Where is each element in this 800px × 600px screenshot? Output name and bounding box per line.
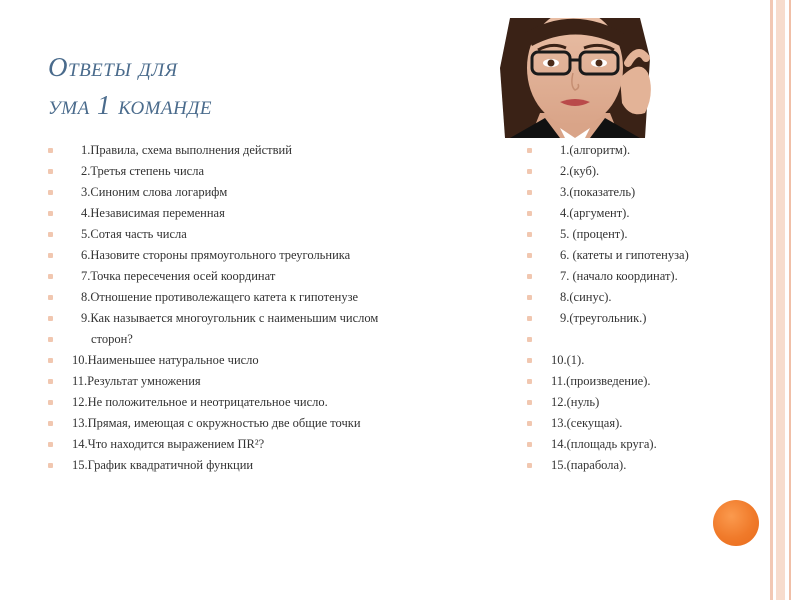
list-item <box>48 182 488 203</box>
list-item <box>527 266 767 287</box>
list-item <box>527 455 767 476</box>
question-text: 14.Что находится выражением ПR²? <box>72 437 265 451</box>
bullet-icon <box>527 190 532 195</box>
bullet-icon <box>527 379 532 384</box>
bullet-icon <box>48 232 53 237</box>
answer-text: 5. (процент). <box>560 227 628 241</box>
bullet-icon <box>527 253 532 258</box>
list-item <box>48 413 488 434</box>
list-item <box>527 224 767 245</box>
list-item <box>48 245 488 266</box>
bullet-icon <box>48 169 53 174</box>
answer-text: 12.(нуль) <box>551 395 600 409</box>
list-item <box>48 266 488 287</box>
answer-text: 11.(произведение). <box>551 374 651 388</box>
bullet-icon <box>527 442 532 447</box>
slide-title-line-2: ума 1 команде <box>48 90 213 120</box>
question-text: 15.График квадратичной функции <box>72 458 254 472</box>
list-item <box>527 371 767 392</box>
bullet-icon <box>48 358 53 363</box>
question-text: 1.Правила, схема выполнения действий <box>81 143 292 157</box>
list-item <box>48 287 488 308</box>
bullet-icon <box>48 148 53 153</box>
list-item <box>48 329 488 350</box>
list-item <box>527 161 767 182</box>
bullet-icon <box>527 400 532 405</box>
bullet-icon <box>527 337 532 342</box>
bullet-icon <box>527 169 532 174</box>
list-item <box>48 350 488 371</box>
question-text: 9.Как называется многоугольник с наименьшим числом <box>81 311 379 325</box>
answer-text: 7. (начало координат). <box>560 269 678 283</box>
answer-text: 1.(алгоритм). <box>560 143 631 157</box>
bullet-icon <box>527 148 532 153</box>
bullet-icon <box>48 337 53 342</box>
list-item <box>527 413 767 434</box>
bullet-icon <box>48 190 53 195</box>
questions-list <box>48 140 488 476</box>
bullet-icon <box>48 379 53 384</box>
bullet-icon <box>527 232 532 237</box>
question-text: 12.Не положительное и неотрицательное число. <box>72 395 328 409</box>
bullet-icon <box>527 295 532 300</box>
question-text: 3.Синоним слова логарифм <box>81 185 228 199</box>
list-item <box>527 329 767 350</box>
list-item <box>48 371 488 392</box>
photo-illustration <box>470 18 680 138</box>
question-text: 6.Назовите стороны прямоугольного треугольника <box>81 248 351 262</box>
list-item <box>527 434 767 455</box>
slide-title <box>48 48 212 124</box>
answer-text: 13.(секущая). <box>551 416 623 430</box>
list-item <box>527 287 767 308</box>
bullet-icon <box>48 400 53 405</box>
question-text: сторон? <box>91 332 133 346</box>
list-item <box>527 308 767 329</box>
answer-text: 10.(1). <box>551 353 585 367</box>
bullet-icon <box>48 295 53 300</box>
bullet-icon <box>48 421 53 426</box>
list-item <box>527 350 767 371</box>
woman-with-glasses-photo <box>470 18 680 138</box>
bullet-icon <box>527 274 532 279</box>
decorative-stripe <box>789 0 791 600</box>
question-text: 2.Третья степень числа <box>81 164 204 178</box>
bullet-icon <box>48 253 53 258</box>
bullet-icon <box>48 316 53 321</box>
question-text: 5.Сотая часть числа <box>81 227 187 241</box>
bullet-icon <box>527 316 532 321</box>
list-item <box>48 455 488 476</box>
list-item <box>527 203 767 224</box>
answer-text: 15.(парабола). <box>551 458 627 472</box>
answer-text: 8.(синус). <box>560 290 612 304</box>
list-item <box>527 245 767 266</box>
question-text: 8.Отношение противолежащего катета к гипотенузе <box>81 290 359 304</box>
list-item <box>48 308 488 329</box>
list-item <box>527 140 767 161</box>
slide-title-line-1: Ответы для <box>48 52 178 82</box>
list-item <box>48 203 488 224</box>
question-text: 13.Прямая, имеющая с окружностью две общие точки <box>72 416 361 430</box>
list-item <box>527 182 767 203</box>
bullet-icon <box>527 463 532 468</box>
bullet-icon <box>48 442 53 447</box>
answer-text: 9.(треугольник.) <box>560 311 647 325</box>
question-text: 11.Результат умножения <box>72 374 201 388</box>
list-item <box>48 434 488 455</box>
list-item <box>48 224 488 245</box>
orange-circle-icon <box>713 500 759 546</box>
question-text: 4.Независимая переменная <box>81 206 225 220</box>
answer-text: 4.(аргумент). <box>560 206 630 220</box>
answer-text: 2.(куб). <box>560 164 600 178</box>
bullet-icon <box>48 274 53 279</box>
bullet-icon <box>527 211 532 216</box>
answer-text: 14.(площадь круга). <box>551 437 657 451</box>
answers-list <box>527 140 767 476</box>
answer-text: 6. (катеты и гипотенуза) <box>560 248 689 262</box>
decorative-stripe <box>770 0 773 600</box>
question-text: 7.Точка пересечения осей координат <box>81 269 276 283</box>
list-item <box>48 140 488 161</box>
list-item <box>48 392 488 413</box>
list-item <box>48 161 488 182</box>
decorative-stripe <box>776 0 785 600</box>
bullet-icon <box>48 211 53 216</box>
bullet-icon <box>527 358 532 363</box>
answer-text: 3.(показатель) <box>560 185 636 199</box>
list-item <box>527 392 767 413</box>
bullet-icon <box>527 421 532 426</box>
question-text: 10.Наименьшее натуральное число <box>72 353 259 367</box>
bullet-icon <box>48 463 53 468</box>
